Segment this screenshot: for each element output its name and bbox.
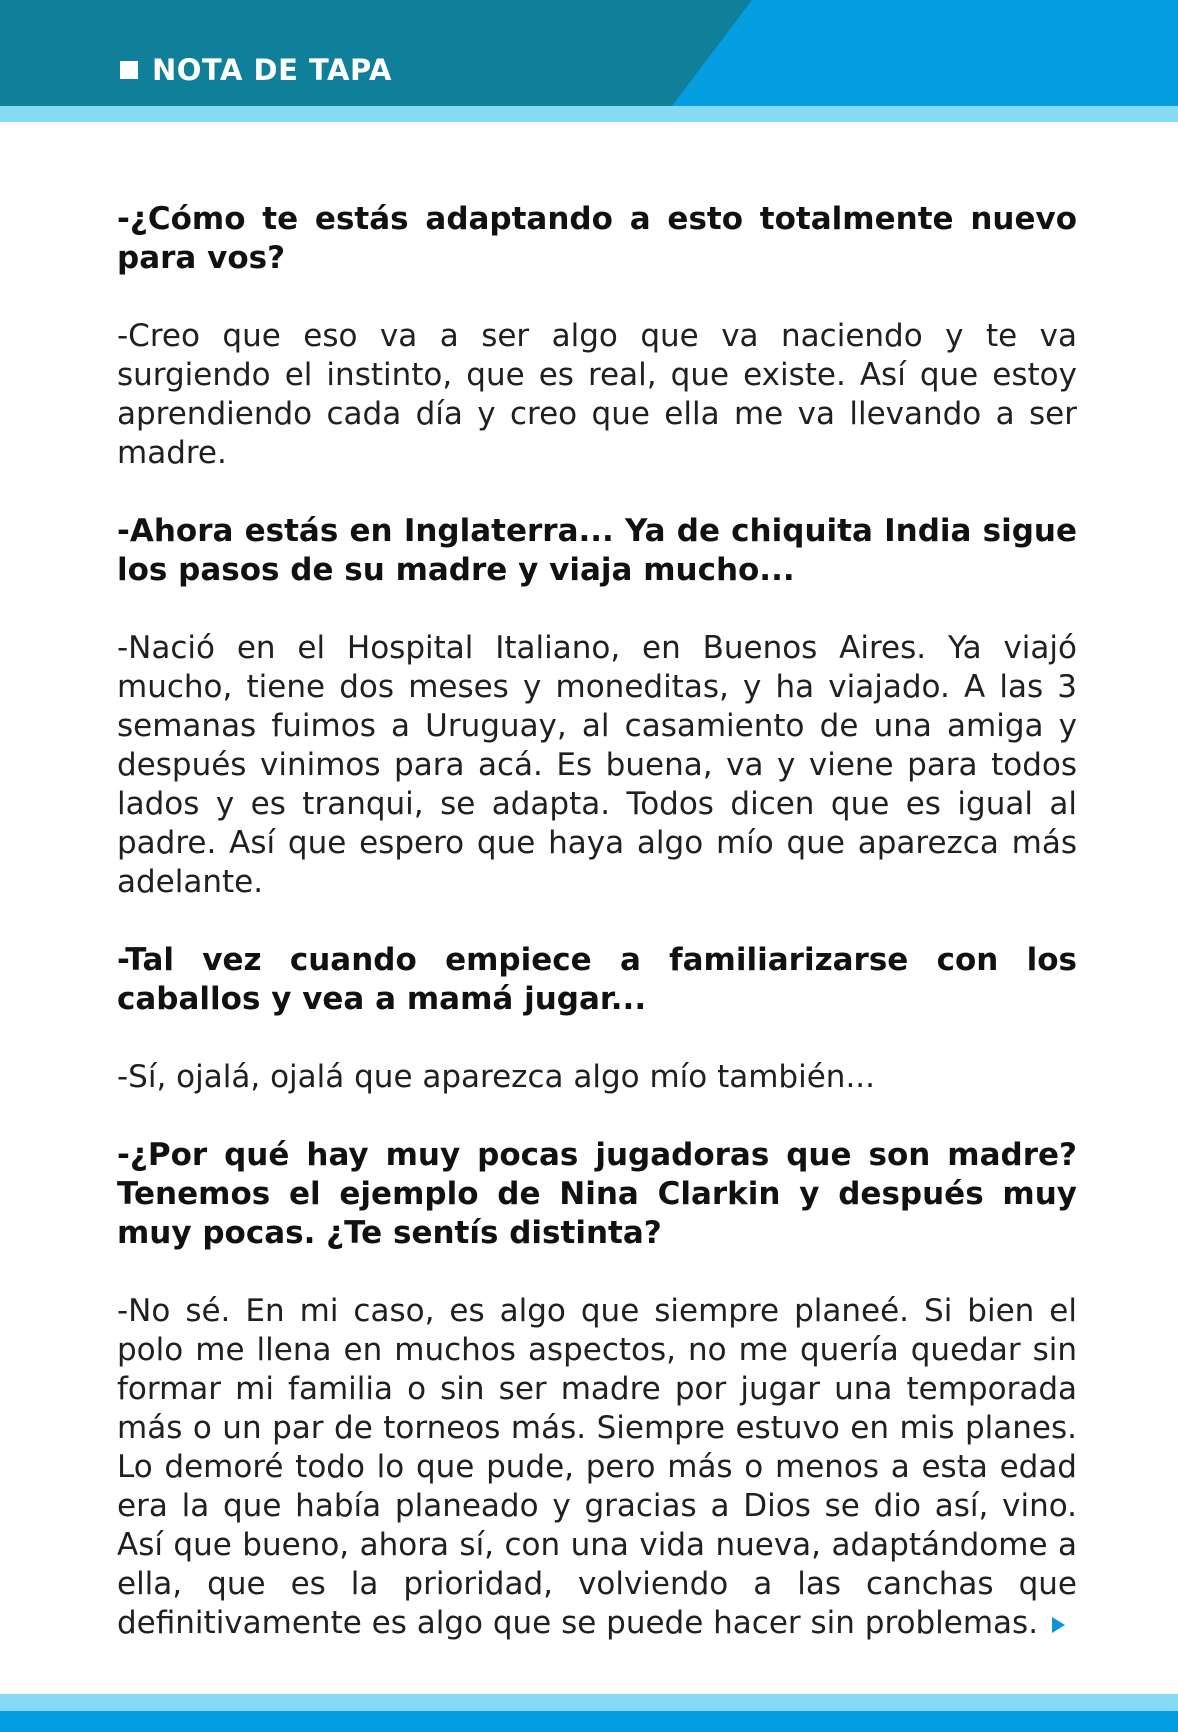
triangle-right-icon (1052, 1617, 1065, 1633)
interview-answer: -Creo que eso va a ser algo que va naciendo y te va surgiendo el instinto, que es real, que existe. Así que estoy aprendiendo cada día y creo que ella me va llevando a ser madre. (117, 318, 1077, 471)
interview-body (117, 200, 1077, 1643)
section-label (120, 48, 392, 92)
header-accent-stripe (0, 106, 1178, 122)
square-bullet-icon (120, 61, 138, 79)
interview-answer: -Nació en el Hospital Italiano, en Buenos Aires. Ya viajó mucho, tiene dos meses y moneditas, y ha viajado. A las 3 semanas fuimos a Uruguay, al casamiento de una amiga y después vinimos para acá. Es buena, va y viene para todos lados y es tranqui, se adapta. Todos dicen que es igual al padre. Así que espero que haya algo mío que aparezca más adelante. (117, 630, 1077, 900)
footer-accent-stripe (0, 1694, 1178, 1711)
interview-answer-text: -No sé. En mi caso, es algo que siempre planeé. Si bien el polo me llena en muchos aspectos, no me quería quedar sin formar mi familia o sin ser madre por jugar una temporada más o un par de torneos más. Siempre estuvo en mis planes. Lo demoré todo lo que pude, pero más o menos a esta edad era la que había planeado y gracias a Dios se dio así, vino. Así que bueno, ahora sí, con una vida nueva, adaptándome a ella, que es la prioridad, volviendo a las canchas que definitivamente es algo que se puede hacer sin problemas. (117, 1293, 1077, 1641)
footer-bar (0, 1711, 1178, 1732)
interview-question: -¿Cómo te estás adaptando a esto totalmente nuevo para vos? (117, 201, 1077, 276)
interview-question: -Ahora estás en Inglaterra... Ya de chiquita India sigue los pasos de su madre y viaja mucho... (117, 513, 1077, 588)
header-bar (0, 0, 1178, 106)
interview-answer: -Sí, ojalá, ojalá que aparezca algo mío también... (117, 1059, 876, 1095)
interview-answer-last (117, 1292, 1077, 1643)
section-label-text: NOTA DE TAPA (152, 53, 392, 87)
interview-question: -¿Por qué hay muy pocas jugadoras que son madre? Tenemos el ejemplo de Nina Clarkin y después muy muy pocas. ¿Te sentís distinta? (117, 1137, 1077, 1251)
interview-question: -Tal vez cuando empiece a familiarizarse con los caballos y vea a mamá jugar... (117, 942, 1077, 1017)
